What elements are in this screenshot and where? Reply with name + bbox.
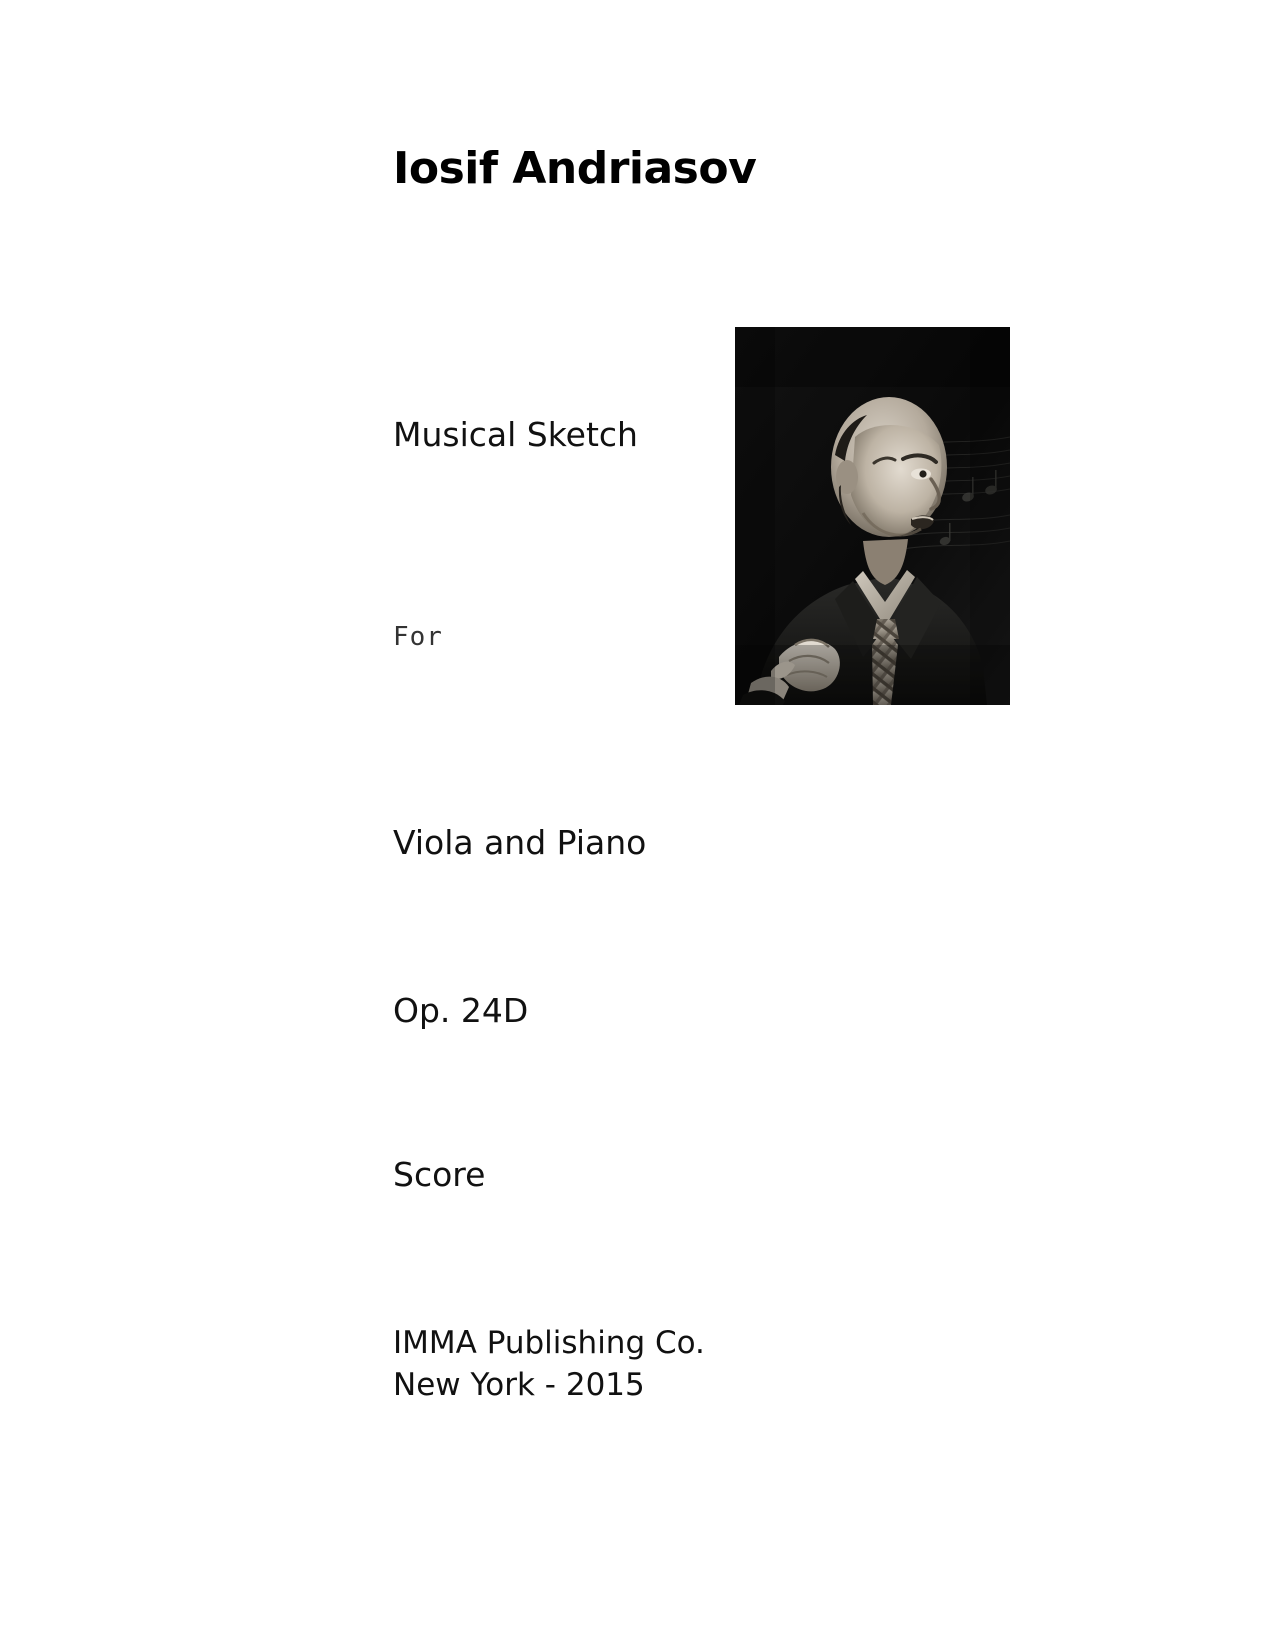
work-title: Musical Sketch [393, 415, 638, 454]
instrumentation: Viola and Piano [393, 823, 647, 862]
publisher-block [393, 1322, 705, 1406]
opus-number: Op. 24D [393, 991, 529, 1030]
for-label: For [393, 622, 443, 652]
page-title: Iosif Andriasov [393, 143, 757, 194]
publisher-place-year: New York - 2015 [393, 1367, 645, 1404]
edition-type: Score [393, 1155, 486, 1194]
composer-portrait [735, 327, 1010, 705]
publisher-name: IMMA Publishing Co. [393, 1325, 705, 1361]
